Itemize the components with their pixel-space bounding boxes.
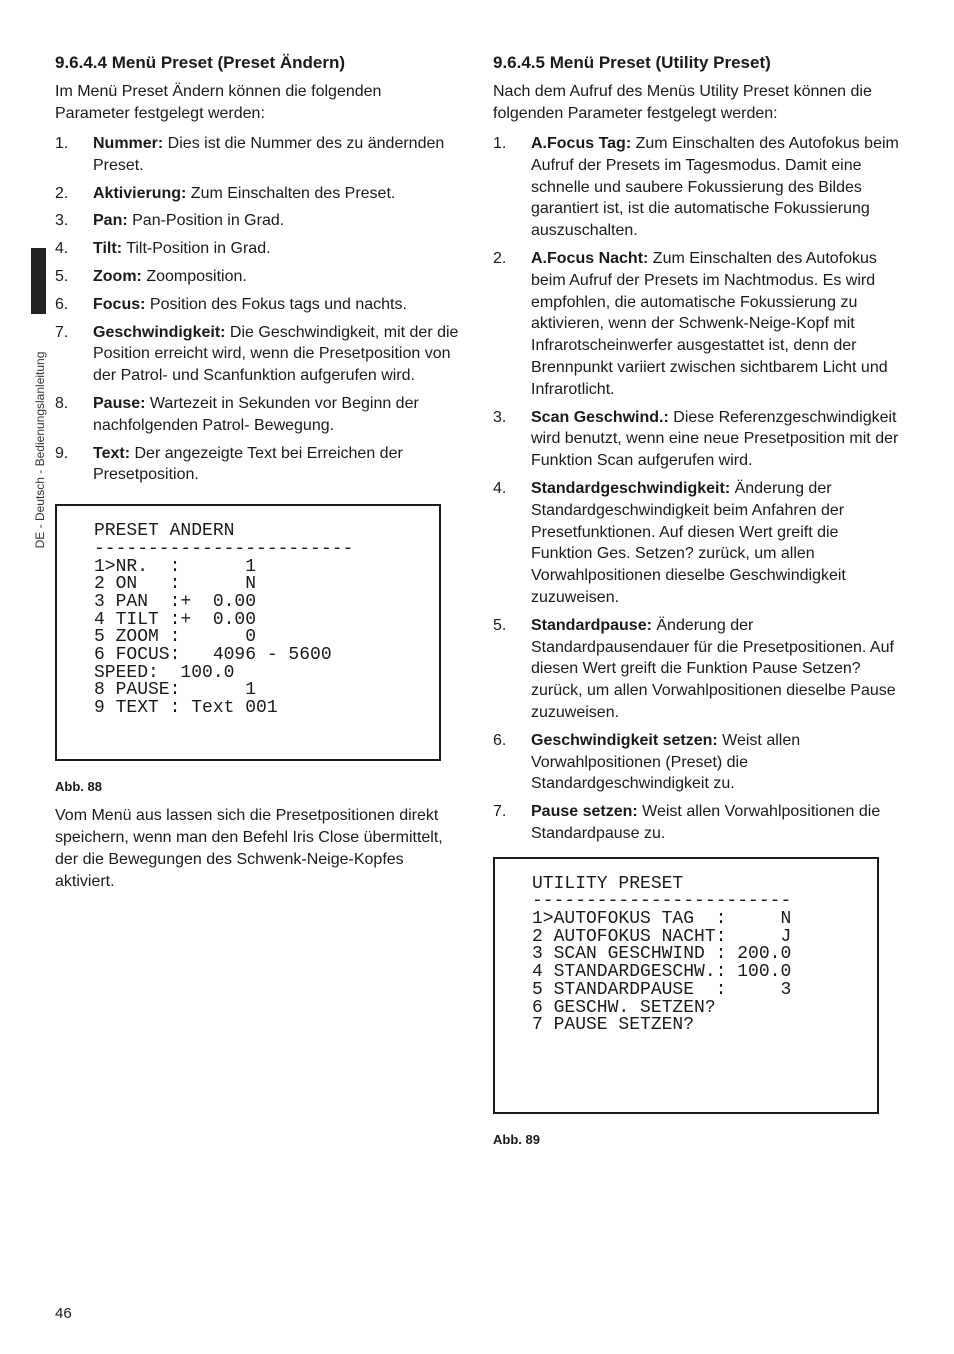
section-heading: 9.6.4.4 Menü Preset (Preset Ändern) [55,53,346,72]
item-number: 6. [55,295,69,313]
item-number: 2. [55,184,69,202]
item-term: Scan Geschwind.: [531,408,669,426]
item-term: Aktivierung: [93,184,187,202]
screen-line: ------------------------ [94,538,354,559]
list-item [493,248,903,401]
osd-screen-utility-preset [493,857,879,1114]
screen-line: ------------------------ [532,891,792,912]
item-number: 3. [55,212,69,230]
right-column [493,52,903,1147]
item-number: 6. [493,731,507,749]
item-text: Änderung der Standardgeschwindigkeit beim Anfahren der Presetfunktionen. Auf diesen Wert greift die Funktion Ges. Setzen? zurück, um allen Vorwahlpositionen dieselbe Geschwindigkeit zuzuweisen. [531,479,846,606]
list-item [55,133,460,177]
screen-line: 6 GESCHW. SETZEN? [532,997,716,1018]
section-outro: Vom Menü aus lassen sich die Presetpositionen direkt speichern, wenn man den Befehl Iris Close übermittelt, der die Bewegungen des Schwenk-Neige-Kopfes aktiviert. [55,807,443,891]
item-term: Pause: [93,394,146,412]
parameter-list [493,133,903,845]
list-item [55,322,460,387]
item-text: Weist allen Vorwahlpositionen die Standardpause zu. [531,803,881,842]
item-number: 3. [493,408,507,426]
item-term: Text: [93,444,131,462]
figure-caption: Abb. 89 [493,1131,540,1147]
parameter-list [55,133,460,486]
item-term: Standardgeschwindigkeit: [531,479,731,497]
list-item [493,407,903,472]
item-text: Der angezeigte Text bei Erreichen der Presetposition. [93,444,403,484]
item-term: Geschwindigkeit: [93,323,226,341]
list-item [493,133,903,242]
screen-line: 3 PAN :+ 0.00 [94,591,257,612]
page-number: 46 [55,1305,72,1322]
item-text: Zoomposition. [141,267,247,285]
screen-line: 2 AUTOFOKUS NACHT: J [532,926,792,947]
item-text: Wartezeit in Sekunden vor Beginn der nachfolgenden Patrol- Bewegung. [93,394,419,434]
figure-caption: Abb. 88 [55,779,102,795]
screen-line: 6 FOCUS: 4096 - 5600 [94,644,332,665]
item-text: Position des Fokus tags und nachts. [145,295,407,313]
screen-line: 8 PAUSE: 1 [94,680,257,701]
item-text: Weist allen Vorwahlpositionen (Preset) die Standardgeschwindigkeit zu. [531,731,801,793]
screen-line: 9 TEXT : Text 001 [94,698,278,719]
screen-line: 5 STANDARDPAUSE : 3 [532,979,792,1000]
item-term: A.Focus Tag: [531,135,632,152]
list-item [55,443,460,487]
section-intro: Im Menü Preset Ändern können die folgenden Parameter festgelegt werden: [55,83,382,122]
screen-line: 7 PAUSE SETZEN? [532,1015,695,1036]
osd-screen-preset-andern [55,504,441,761]
screen-line: 2 ON : N [94,574,257,595]
item-term: A.Focus Nacht: [531,249,649,267]
list-item [55,238,460,260]
item-number: 4. [493,479,507,497]
screen-line: 5 ZOOM : 0 [94,627,257,648]
list-item [55,393,460,437]
item-text: Die Geschwindigkeit, mit der die Position erreicht wird, wenn die Presetposition von der Patrol- und Scanfunktion aufgerufen wird. [93,323,459,385]
item-text: Tilt-Position in Grad. [122,240,271,258]
item-number: 9. [55,444,69,462]
item-number: 5. [493,616,507,634]
screen-line: 4 TILT :+ 0.00 [94,609,257,630]
list-item [55,294,460,316]
item-number: 4. [55,240,69,258]
item-text: Diese Referenzgeschwindigkeit wird benutzt, wenn eine neue Presetposition mit der Funktion Scan aufgerufen wird. [531,408,899,470]
item-text: Dies ist die Nummer des zu ändernden Preset. [93,135,445,174]
section-intro: Nach dem Aufruf des Menüs Utility Preset können die folgenden Parameter festgelegt werden: [493,83,872,122]
screen-line: 1>NR. : 1 [94,556,257,577]
item-term: Tilt: [93,240,123,258]
screen-line: UTILITY PRESET [532,873,684,894]
item-number: 7. [55,323,69,341]
list-item [493,801,903,845]
item-number: 8. [55,394,69,412]
list-item [55,266,460,288]
item-term: Zoom: [93,267,142,285]
screen-line: 3 SCAN GESCHWIND : 200.0 [532,944,792,965]
left-column [55,52,460,901]
item-number: 5. [55,267,69,285]
item-text: Zum Einschalten des Preset. [186,184,396,202]
list-item [493,615,903,724]
screen-line: 4 STANDARDGESCHW.: 100.0 [532,962,792,983]
list-item [493,478,903,609]
item-number: 1. [493,135,507,152]
section-heading: 9.6.4.5 Menü Preset (Utility Preset) [493,53,771,72]
sidebar-marker [31,248,46,314]
item-term: Pan: [93,212,128,230]
screen-line: PRESET ANDERN [94,521,235,542]
item-text: Änderung der Standardpausendauer für die Presetpositionen. Auf diesen Wert greift die Funktion Pause Setzen? zurück, um allen Vorwahlpositionen dieselbe Pause zuzuweisen. [531,616,896,721]
sidebar-label: DE - Deutsch - Bedienungslanleitung [33,351,47,549]
item-term: Pause setzen: [531,803,638,821]
item-text: Zum Einschalten des Autofokus beim Aufruf der Presets im Tagesmodus. Damit eine schnelle und saubere Fokussierung des Bildes garantiert ist, ist die automatische Fokussierung auszuschalten. [531,135,899,240]
item-number: 1. [55,135,69,152]
screen-line: SPEED: 100.0 [94,662,235,683]
list-item [493,730,903,795]
item-term: Focus: [93,295,146,313]
item-number: 2. [493,249,507,267]
list-item [55,210,460,232]
item-term: Geschwindigkeit setzen: [531,731,718,749]
item-term: Standardpause: [531,616,652,634]
item-text: Zum Einschalten des Autofokus beim Aufruf der Presets im Nachtmodus. Es wird empfohlen, die automatische Fokussierung zu aktivieren, wenn der Schwenk-Neige-Kopf mit Infrarotscheinwerfer ausgestattet ist, denn der Brennpunkt variiert zwischen sichtbarem Licht und Infrarotlicht. [531,249,888,398]
list-item [55,183,460,205]
item-term: Nummer: [93,135,164,152]
screen-line: 1>AUTOFOKUS TAG : N [532,909,792,930]
item-number: 7. [493,803,507,821]
item-text: Pan-Position in Grad. [127,212,285,230]
